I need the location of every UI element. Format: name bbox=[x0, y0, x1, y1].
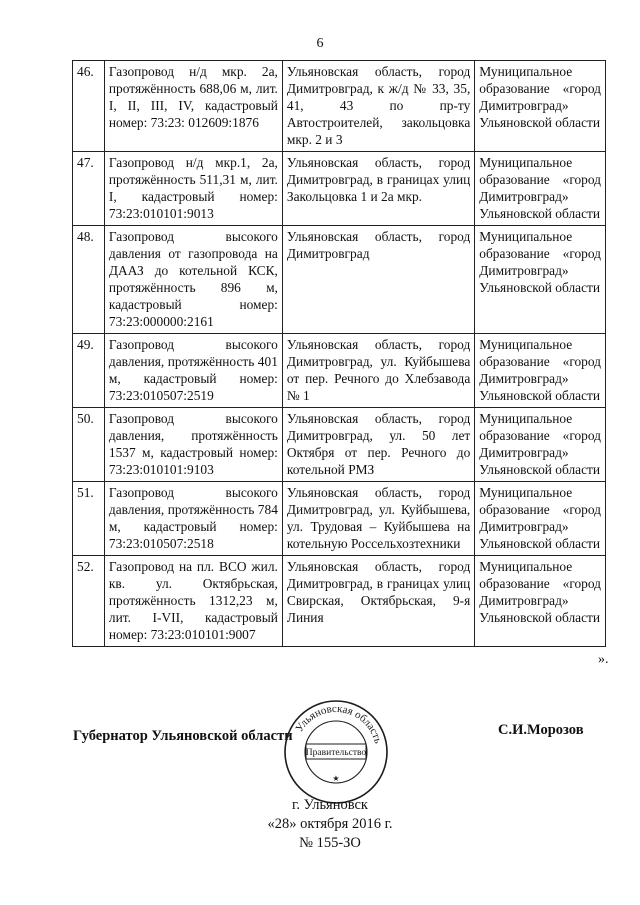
table-row bbox=[73, 482, 606, 556]
table-row bbox=[73, 556, 606, 647]
owner: Муниципальное образование «город Димитровград» Ульяновской области bbox=[475, 556, 606, 647]
governor-title: Губернатор Ульяновской области bbox=[73, 728, 293, 744]
seal-ring-text: Ульяновская область bbox=[293, 702, 384, 745]
law-number: № 155-ЗО bbox=[299, 835, 361, 851]
object-address: Ульяновская область, город Димитровград, в границах улиц Закольцовка 1 и 2а мкр. bbox=[282, 152, 474, 226]
svg-text:★: ★ bbox=[332, 774, 340, 783]
closing-quote: ». bbox=[598, 652, 609, 667]
object-address: Ульяновская область, город Димитровград, ул. Куйбышева, ул. Трудовая – Куйбышева на котельную Россельхозтехники bbox=[282, 482, 474, 556]
object-name: Газопровод на пл. ВСО жил. кв. ул. Октябрьская, протяжённость 1312,23 м, лит. I-VII, кадастровый номер: 73:23:010101:9007 bbox=[104, 556, 282, 647]
owner: Муниципальное образование «город Димитровград» Ульяновской области bbox=[475, 61, 606, 152]
row-number: 49. bbox=[73, 334, 105, 408]
row-number: 48. bbox=[73, 226, 105, 334]
object-name: Газопровод высокого давления, протяжённость 784 м, кадастровый номер: 73:23:010507:2518 bbox=[104, 482, 282, 556]
city: г. Ульяновск bbox=[292, 797, 368, 813]
object-address: Ульяновская область, город Димитровград, ул. Куйбышева от пер. Речного до Хлебзавода № 1 bbox=[282, 334, 474, 408]
object-name: Газопровод н/д мкр. 2а, протяжённость 688,06 м, лит. I, II, III, IV, кадастровый номер: 73:23: 012609:1876 bbox=[104, 61, 282, 152]
governor-name: С.И.Морозов bbox=[498, 722, 584, 738]
row-number: 50. bbox=[73, 408, 105, 482]
signing-date: «28» октября 2016 г. bbox=[267, 816, 393, 832]
owner: Муниципальное образование «город Димитровград» Ульяновской области bbox=[475, 334, 606, 408]
table-row bbox=[73, 408, 606, 482]
object-name: Газопровод высокого давления от газопровода на ДААЗ до котельной КСК, протяжённость 896 м, кадастровый номер: 73:23:000000:2161 bbox=[104, 226, 282, 334]
row-number: 47. bbox=[73, 152, 105, 226]
property-table bbox=[72, 60, 606, 647]
row-number: 52. bbox=[73, 556, 105, 647]
owner: Муниципальное образование «город Димитровград» Ульяновской области bbox=[475, 152, 606, 226]
object-address: Ульяновская область, город Димитровград, к ж/д № 33, 35, 41, 43 по пр-ту Автостроителей, закольцовка мкр. 2 и 3 bbox=[282, 61, 474, 152]
object-address: Ульяновская область, город Димитровград bbox=[282, 226, 474, 334]
page-number: 6 bbox=[316, 36, 324, 51]
object-address: Ульяновская область, город Димитровград, ул. 50 лет Октября от пер. Речного до котельной РМЗ bbox=[282, 408, 474, 482]
row-number: 46. bbox=[73, 61, 105, 152]
official-seal-stamp bbox=[282, 698, 390, 806]
table-row bbox=[73, 152, 606, 226]
object-address: Ульяновская область, город Димитровград, в границах улиц Свирская, Октябрьская, 9-я Линия bbox=[282, 556, 474, 647]
table-row bbox=[73, 334, 606, 408]
object-name: Газопровод высокого давления, протяжённость 1537 м, кадастровый номер: 73:23:010101:9103 bbox=[104, 408, 282, 482]
row-number: 51. bbox=[73, 482, 105, 556]
owner: Муниципальное образование «город Димитровград» Ульяновской области bbox=[475, 226, 606, 334]
object-name: Газопровод высокого давления, протяжённость 401 м, кадастровый номер: 73:23:010507:2519 bbox=[104, 334, 282, 408]
owner: Муниципальное образование «город Димитровград» Ульяновской области bbox=[475, 482, 606, 556]
owner: Муниципальное образование «город Димитровград» Ульяновской области bbox=[475, 408, 606, 482]
table-row bbox=[73, 61, 606, 152]
place-and-date bbox=[0, 796, 640, 853]
seal-center-text: Правительство bbox=[305, 748, 367, 758]
object-name: Газопровод н/д мкр.1, 2а, протяжённость 511,31 м, лит. I, кадастровый номер: 73:23:010101:9013 bbox=[104, 152, 282, 226]
table-row bbox=[73, 226, 606, 334]
